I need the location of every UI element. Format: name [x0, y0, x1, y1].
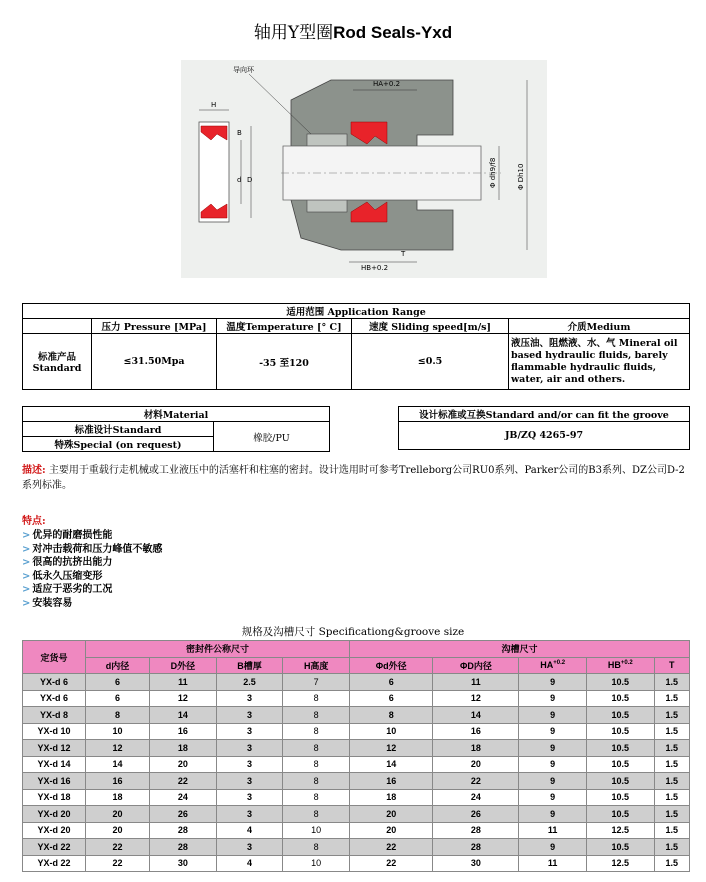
spec-title: 规格及沟槽尺寸 Specificationg&groove size [241, 626, 465, 638]
spec-cell: 1.5 [654, 723, 689, 740]
spec-cell: 9 [519, 756, 587, 773]
spec-cell: 28 [150, 839, 217, 856]
spec-cell: 26 [433, 806, 519, 823]
spec-cell: 10.5 [586, 674, 654, 691]
spec-cell: 1.5 [654, 822, 689, 839]
spec-cell: 4 [216, 855, 283, 872]
spec-cell: 10 [283, 822, 350, 839]
feature-item: > 安装容易 [22, 597, 73, 609]
spec-cell: 11 [519, 822, 587, 839]
spec-cell: 10.5 [586, 690, 654, 707]
spec-cell: 28 [150, 822, 217, 839]
spec-cell: 22 [86, 839, 150, 856]
spec-cell: 9 [519, 773, 587, 790]
dim-dh10-label: Φ Dh10 [517, 163, 525, 190]
spec-cell: 3 [216, 690, 283, 707]
spec-cell: 1.5 [654, 855, 689, 872]
spec-cell: 8 [283, 756, 350, 773]
table-row [23, 756, 690, 773]
order-code-cell: YX-d 20 [23, 822, 86, 839]
table-row [23, 822, 690, 839]
spec-cell: 8 [283, 839, 350, 856]
col-t: T [654, 657, 689, 674]
spec-cell: 28 [433, 822, 519, 839]
groove-header: 设计标准或互换Standard and/or can fit the groove [399, 407, 690, 422]
feature-item: > 低永久压缩变形 [22, 570, 103, 582]
spec-cell: 11 [433, 674, 519, 691]
order-code-cell: YX-d 20 [23, 806, 86, 823]
spec-cell: 22 [150, 773, 217, 790]
arrow-icon: > [22, 584, 31, 595]
spec-cell: 10 [86, 723, 150, 740]
spec-cell: 6 [86, 674, 150, 691]
spec-cell: 30 [433, 855, 519, 872]
order-code-cell: YX-d 16 [23, 773, 86, 790]
order-code-cell: YX-d 18 [23, 789, 86, 806]
spec-cell: 14 [86, 756, 150, 773]
spec-cell: 9 [519, 806, 587, 823]
spec-cell: 10.5 [586, 806, 654, 823]
temperature-value: -35 至120 [217, 334, 352, 390]
col-order-code: 定货号 [23, 641, 86, 674]
order-code-cell: YX-d 14 [23, 756, 86, 773]
spec-cell: 8 [86, 707, 150, 724]
order-code-cell: YX-d 6 [23, 690, 86, 707]
page-title [0, 18, 706, 43]
material-table [22, 406, 330, 452]
spec-cell: 8 [283, 773, 350, 790]
spec-cell: 9 [519, 674, 587, 691]
title-cn: 轴用Y型圈 [253, 23, 334, 43]
spec-table [22, 640, 690, 872]
spec-cell: 22 [433, 773, 519, 790]
arrow-icon: > [22, 597, 31, 609]
spec-cell: 11 [150, 674, 217, 691]
arrow-icon: > [22, 530, 31, 541]
feature-item: > 优异的耐磨损性能 [22, 530, 113, 541]
table-row [23, 773, 690, 790]
spec-cell: 18 [350, 789, 433, 806]
spec-cell: 9 [519, 740, 587, 757]
col-b-thickness: B槽厚 [216, 657, 283, 674]
table-row [23, 723, 690, 740]
spec-cell: 1.5 [654, 740, 689, 757]
spec-cell: 12 [350, 740, 433, 757]
spec-cell: 12 [433, 690, 519, 707]
spec-cell: 12.5 [586, 855, 654, 872]
spec-cell: 3 [216, 839, 283, 856]
spec-cell: 1.5 [654, 839, 689, 856]
spec-cell: 22 [86, 855, 150, 872]
spec-cell: 3 [216, 789, 283, 806]
spec-cell: 26 [150, 806, 217, 823]
table-row [23, 839, 690, 856]
spec-cell: 10.5 [586, 707, 654, 724]
spec-cell: 24 [433, 789, 519, 806]
arrow-icon: > [22, 570, 31, 582]
spec-cell: 1.5 [654, 674, 689, 691]
spec-cell: 10.5 [586, 773, 654, 790]
col-temperature: 温度Temperature [° C] [217, 319, 352, 334]
col-d-outer: D外径 [150, 657, 217, 674]
medium-value: 液压油、阻燃液、水、气 Mineral oil based hydraulic fluids, barely flammable hydraulic fluids, water, air and others. [509, 334, 690, 390]
spec-cell: 20 [433, 756, 519, 773]
col-groove-d-outer: Φd外径 [350, 657, 433, 674]
col-ha: $HA^{+0.2}$ [519, 657, 587, 674]
spec-cell: 1.5 [654, 690, 689, 707]
row-standard-label: 标准产品 Standard [23, 334, 92, 390]
spec-cell: 10.5 [586, 839, 654, 856]
group-groove-size: 沟槽尺寸 [350, 641, 690, 658]
dim-h-label: H [211, 101, 217, 109]
groove-standard-table [398, 406, 690, 450]
order-code-cell: YX-d 22 [23, 855, 86, 872]
spec-cell: 6 [350, 674, 433, 691]
spec-cell: 9 [519, 707, 587, 724]
groove-value: JB/ZQ 4265-97 [399, 422, 690, 450]
arrow-icon: > [22, 543, 31, 555]
material-header: 材料Material [23, 407, 330, 422]
spec-cell: 18 [150, 740, 217, 757]
spec-cell: 12 [150, 690, 217, 707]
material-standard: 标准设计Standard [23, 422, 214, 437]
application-header: 适用范围 Application Range [23, 304, 690, 319]
spec-cell: 8 [283, 707, 350, 724]
dim-b-label: B [237, 129, 242, 137]
spec-cell: 22 [350, 855, 433, 872]
description-label: 描述: [22, 465, 46, 476]
spec-cell: 10 [283, 855, 350, 872]
col-d-inner: d内径 [86, 657, 150, 674]
spec-cell: 14 [433, 707, 519, 724]
spec-cell: 14 [150, 707, 217, 724]
spec-cell: 10.5 [586, 756, 654, 773]
pressure-value: ≤31.50Mpa [92, 334, 217, 390]
spec-cell: 16 [350, 773, 433, 790]
material-value: 橡胶/PU [214, 422, 330, 452]
col-hb: $HB^{+0.2}$ [586, 657, 654, 674]
application-table [22, 303, 690, 390]
table-row [23, 707, 690, 724]
feature-item: > 对冲击载荷和压力峰值不敏感 [22, 543, 163, 555]
spec-cell: 8 [350, 707, 433, 724]
spec-cell: 20 [350, 822, 433, 839]
group-seal-size: 密封件公称尺寸 [86, 641, 350, 658]
spec-cell: 20 [150, 756, 217, 773]
table-row [23, 789, 690, 806]
col-speed: 速度 Sliding speed[m/s] [352, 319, 509, 334]
dim-dh9-label: Φ dh9/f8 [489, 157, 497, 188]
feature-item: > 适应于恶劣的工况 [22, 584, 113, 595]
spec-cell: 16 [86, 773, 150, 790]
features-label: 特点: [22, 516, 46, 527]
table-row [23, 690, 690, 707]
spec-cell: 20 [86, 806, 150, 823]
spec-cell: 9 [519, 839, 587, 856]
spec-cell: 3 [216, 806, 283, 823]
table-row [23, 806, 690, 823]
spec-cell: 20 [350, 806, 433, 823]
spec-cell: 9 [519, 690, 587, 707]
spec-cell: 4 [216, 822, 283, 839]
spec-cell: 28 [433, 839, 519, 856]
spec-cell: 1.5 [654, 789, 689, 806]
order-code-cell: YX-d 8 [23, 707, 86, 724]
feature-item: > 很高的抗挤出能力 [22, 557, 113, 568]
spec-cell: 22 [350, 839, 433, 856]
order-code-cell: YX-d 10 [23, 723, 86, 740]
spec-cell: 16 [433, 723, 519, 740]
spec-cell: 3 [216, 773, 283, 790]
spec-cell: 11 [519, 855, 587, 872]
spec-cell: 8 [283, 690, 350, 707]
spec-cell: 1.5 [654, 756, 689, 773]
table-row [23, 855, 690, 872]
spec-cell: 18 [433, 740, 519, 757]
spec-cell: 24 [150, 789, 217, 806]
col-groove-d-inner: ΦD内径 [433, 657, 519, 674]
col-medium: 介质Medium [509, 319, 690, 334]
spec-cell: 8 [283, 789, 350, 806]
arrow-icon: > [22, 557, 31, 568]
spec-cell: 6 [86, 690, 150, 707]
spec-cell: 8 [283, 723, 350, 740]
spec-cell: 12 [86, 740, 150, 757]
order-code-cell: YX-d 12 [23, 740, 86, 757]
spec-cell: 2.5 [216, 674, 283, 691]
dim-ha-label: HA+0.2 [373, 80, 401, 88]
spec-cell: 16 [150, 723, 217, 740]
spec-cell: 3 [216, 707, 283, 724]
spec-cell: 12.5 [586, 822, 654, 839]
dim-dd-label: D [247, 176, 253, 184]
spec-cell: 1.5 [654, 707, 689, 724]
table-row [23, 674, 690, 691]
spec-cell: 3 [216, 723, 283, 740]
title-en: Rod Seals-Yxd [333, 23, 453, 42]
spec-cell: 10.5 [586, 740, 654, 757]
spec-cell: 1.5 [654, 806, 689, 823]
description-text: 主要用于重载行走机械或工业液压中的活塞杆和柱塞的密封。设计选用时可参考Trelleborg公司RU0系列、Parker公司的B3系列、DZ公司D-2系列标准。 [22, 465, 685, 491]
speed-value: ≤0.5 [352, 334, 509, 390]
spec-cell: 9 [519, 723, 587, 740]
features [22, 512, 162, 610]
spec-cell: 1.5 [654, 773, 689, 790]
order-code-cell: YX-d 22 [23, 839, 86, 856]
spec-cell: 8 [283, 806, 350, 823]
spec-cell: 3 [216, 740, 283, 757]
spec-cell: 20 [86, 822, 150, 839]
spec-cell: 10.5 [586, 789, 654, 806]
spec-cell: 18 [86, 789, 150, 806]
seal-drawing-svg [181, 60, 547, 278]
guide-ring-label: 导向环 [233, 66, 254, 74]
dim-t-label: T [401, 250, 406, 258]
table-row [23, 740, 690, 757]
dim-hb-label: HB+0.2 [361, 264, 389, 272]
spec-cell: 7 [283, 674, 350, 691]
material-special: 特殊Special (on request) [23, 437, 214, 452]
spec-cell: 8 [283, 740, 350, 757]
spec-cell: 30 [150, 855, 217, 872]
col-pressure: 压力 Pressure [MPa] [92, 319, 217, 334]
spec-cell: 3 [216, 756, 283, 773]
order-code-cell: YX-d 6 [23, 674, 86, 691]
spec-cell: 6 [350, 690, 433, 707]
spec-cell: 10.5 [586, 723, 654, 740]
description [22, 463, 694, 493]
spec-cell: 10 [350, 723, 433, 740]
dim-d-label: d [237, 176, 242, 184]
spec-cell: 14 [350, 756, 433, 773]
spec-cell: 9 [519, 789, 587, 806]
col-h-height: H高度 [283, 657, 350, 674]
seal-drawing [181, 60, 547, 278]
